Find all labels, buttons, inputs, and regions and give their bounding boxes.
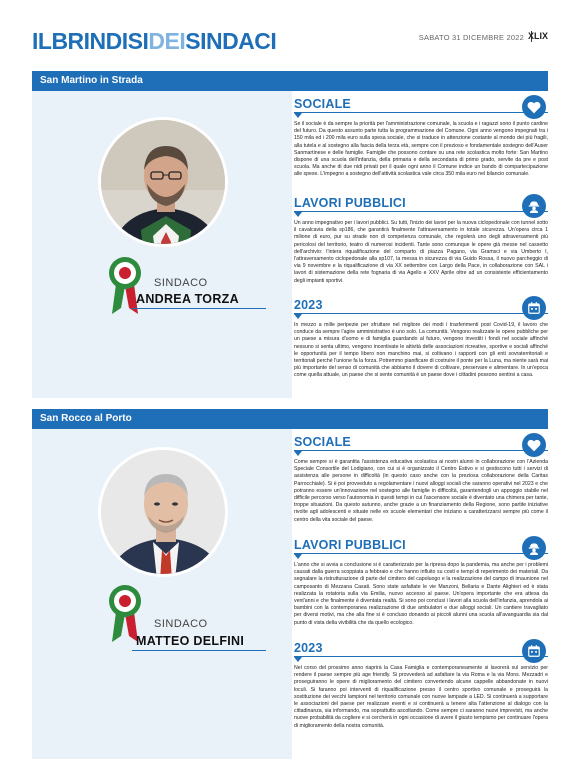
- block-title: 2023: [294, 298, 323, 312]
- block-title: LAVORI PUBBLICI: [294, 196, 406, 210]
- block-title: SOCIALE: [294, 435, 351, 449]
- block-title: LAVORI PUBBLICI: [294, 538, 406, 552]
- heart-icon: [522, 95, 546, 119]
- mayor-photo: [98, 447, 228, 577]
- block-text: Un anno impegnativo per i lavori pubblici. Su tutti, l'inizio dei lavori per la nuova ciclopedonale con tunnel sotto il cavalcavia della sp186, che garantirà finalmente l'attraversamento in totale sicurezza. Un'opera circa 1 milione di euro, pur su strade non di competenza comunale, che regolerà uno degli attraversamenti più pericolosi del territorio, teatro di numerosi incidenti. Tante sono comunque le opere già messe nel cassetto dell'archivio: l'intera riqualificazione del comparto di piazza Pagano, via Gramsci e via Umberto I, l'attraversamento ciclopedonale alla sp107, la messa in sicurezza di via Guido Rossa, il nuovo parcheggio di via 9 novembre e la riqualificazione di via XX settembre con Largo della Pace, in collaborazione con SAL i lavori di sistemazione della rete fognaria di via Agello e XXV Aprile oltre ad un consistente efficientamento degli impianti sportivi.: [294, 220, 548, 284]
- block-text: In mezzo a mille peripezie per sfruttare nel migliore dei modi i trasferimenti post Covid-19, il lavoro che conduce da sempre l'agire amministrativo è uno solo. La comunità. Vengono realizzate le opere pubbliche per un paese a misura d'uomo e di famiglia guardando al futuro, vengono investiti i fondi nel sociale affinché nessuno si senta ultimo, vengono incentivate le attività delle associazioni ricreative, sportive e sociali affinché le opportunità per il tempo libero non manchino mai, si coltivano i rapporti con gli enti sovraterritoriali e territoriali perché l'unione fa la forza. Potremmo pianificare di costruire il ponte per la Luna, ma niente sarà mai più importante del senso di comunità che abbiamo il dovere di coltivare, preservare e alimentare. In un'epoca come quella attuale, un paese che si sente comunità è un paese dove i cittadini possono sentirsi a casa.: [294, 322, 548, 379]
- section-san-martino: [32, 71, 548, 398]
- heart-icon: [522, 433, 546, 457]
- mayor-role: SINDACO: [154, 277, 208, 289]
- block-2023: [294, 641, 548, 751]
- mayor-name: ANDREA TORZA: [136, 292, 239, 306]
- name-underline: [132, 650, 266, 651]
- block-text: Nel corso del prossimo anno riaprirà la Casa Famiglia e contemporaneamente si lavorerà sul servizio per rendere il paese sempre più age friendly. Si provvederà ad asfaltare la via Roma e la via Mons. Mezzadri e proseguiranno le opere di miglioramento del cimitero convertendo alcune cappelle abbandonate in nuovi loculi. Si faranno poi interventi di riqualificazione presso il centro sportivo comunale e proseguirà la sostituzione dei vecchi lampioni nel territorio comunale con nuove lampade a LED. Si continuerà a supportare le associazioni del paese per realizzare eventi e si continuerà a tenere alta l'attenzione al dialogo con la cittadinanza, sia informando, ma soprattutto ascoltando. Come sempre ci saranno nuovi imprevisti, ma anche nuove probabilità da cogliere e si cercherà in ogni occasione di avere il giusto tempismo per continuare l'opera di miglioramento della nostra comunità.: [294, 665, 548, 729]
- masthead: [0, 0, 580, 62]
- content-column: [294, 435, 548, 751]
- block-title: 2023: [294, 641, 323, 655]
- issue-date: SABATO 31 DICEMBRE 2022: [418, 33, 524, 42]
- worker-icon: [522, 194, 546, 218]
- mayor-name: MATTEO DELFINI: [136, 634, 245, 648]
- newspaper-title: ILBRINDISIDEISINDACI: [32, 28, 277, 54]
- tricolor-rosette-icon: [108, 256, 142, 316]
- calendar-icon: [522, 639, 546, 663]
- calendar-icon: [522, 296, 546, 320]
- section-header-bar: San Rocco al Porto: [32, 409, 548, 429]
- block-lavori-pubblici: [294, 538, 548, 641]
- worker-icon: [522, 536, 546, 560]
- block-sociale: [294, 435, 548, 538]
- block-lavori-pubblici: [294, 196, 548, 298]
- block-2023: [294, 298, 548, 393]
- block-text: Come sempre si è garantita l'assistenza educativa scolastica ai nostri alunni in collaborazione con l'Azienda Speciale Consortile del Lodigiano, con cui si è organizzato il Centro Estivo e si gestiscono tutti i servizi di assistenza alle persone in difficoltà (in questo caso anche con la preziosa collaborazione della Caritas Parrocchiale). Si è poi provveduto a regolamentare i nuovi alloggi sociali che saranno operativi nel 2023 e che potranno essere un'innovazione nel sostegno alle famiglie in difficoltà, garantendogli un appoggio stabile nel difficile percorso verso l'autonomia in questi tempi in cui l'ascensore sociale è diventato una chimera per tante, troppe situazioni. Da questo autunno, anche grazie a un finanziamento della Regione, sono partite iniziative rivolte agli adolescenti e situate nelle ex scuole elementari che iniziano a caratterizzarsi sempre più come il centro della vita sociale del paese.: [294, 459, 548, 523]
- content-column: [294, 97, 548, 393]
- block-text: L'anno che si avvia a conclusione si è caratterizzato per la ripresa dopo la pandemia, ma anche per i problemi causati dalla guerra scoppiata a febbraio e che hanno influito su costi e tempi di reperimento dei materiali. Da segnalare la ristrutturazione di parte del cimitero del capoluogo e la realizzazione del campo di imaunione nel camposanto di Mezzana Casati. Sono state asfaltate le vie Manzoni, Bellaria e Dante Alighieri ed è stata realizzata la rotatoria sulla via Emilia, nuovo accesso al paese. Un'opera importante che era attesa da vent'anni e che finalmente è diventata realtà. Si sono poi conclusi i lavori alla scuola dell'infanzia, aprendola ai bambini con la contemporanea realizzazione di due ambulatori e due alloggi sociali. Un cantiere travagliato per diversi motivi, ma che alla fine si è concluso donando ai piccoli alunni una scuola all'avanguardia sia dal punto di vista della vivibilità che da quello ecologico.: [294, 562, 548, 626]
- block-title: SOCIALE: [294, 97, 351, 111]
- block-text: Se il sociale è da sempre la priorità per l'amministrazione comunale, la scuola e i ragazzi sono il punto cardine del futuro. Da questo assunto parte tutta la programmazione del Comune. Ogni anno vengono impegnati tra i 150 mila ed i 200 mila euro sulla spesa sociale, che si traduce in attenzione costante al mondo dei più fragili, alla tutela e al sostegno alla fascia della terza età, sempre con il prezioso e fondamentale sostegno dell'Auser Sanmartinese e delle famiglie. Famiglie che possono contare su una rete scolastica molto forte: San Martino dispone di una scuola dell'infanzia, della primaria e della secondaria di primo grado, servite da pre e post scuola. Ma anche di due nidi privati per il quale ogni anno il Comune indice un bando di compartecipazione alle spese. L'impegno a sostegno dell'attività scolastica vale circa 350 mila euro nel bilancio comunale.: [294, 121, 548, 178]
- mayor-role: SINDACO: [154, 618, 208, 630]
- name-underline: [132, 308, 266, 309]
- block-sociale: [294, 97, 548, 196]
- section-header-bar: San Martino in Strada: [32, 71, 548, 91]
- mayor-photo: [98, 117, 228, 247]
- page-number: XLIX: [527, 31, 548, 41]
- section-san-rocco: [32, 409, 548, 759]
